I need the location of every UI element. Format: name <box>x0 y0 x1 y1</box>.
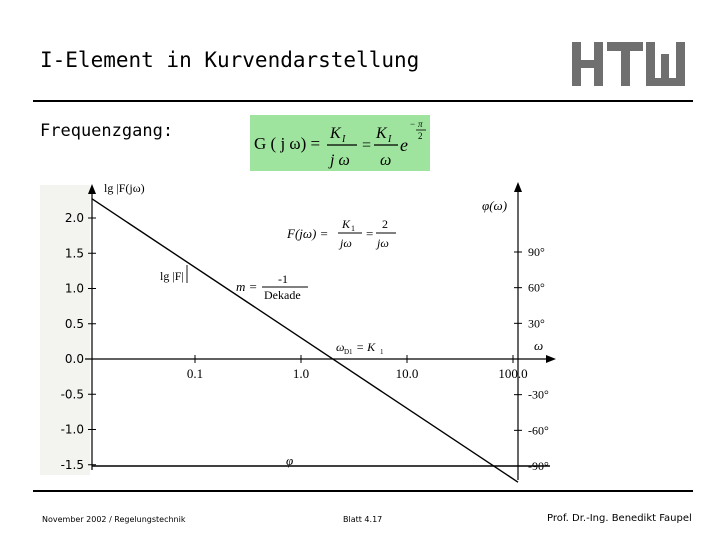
tf-eq: = <box>366 226 374 241</box>
crossover-rhs: = K <box>356 340 376 354</box>
left-tick-label: -0.5 <box>60 387 84 402</box>
left-tick-label: -1.5 <box>60 457 84 472</box>
formula-exp-num: π <box>418 119 423 129</box>
header-rule <box>33 100 693 102</box>
x-tick-label: 0.1 <box>186 366 204 381</box>
tf-den2: jω <box>377 236 389 250</box>
right-tick-label: -90° <box>528 459 549 473</box>
slope-den: Dekade <box>264 288 301 302</box>
x-tick-label: 100.0 <box>498 366 528 381</box>
slope-label: m = <box>236 279 258 294</box>
formula-den1: j ω <box>330 152 350 169</box>
tf-num2: 2 <box>382 217 388 231</box>
formula-eq: = <box>362 137 372 154</box>
tf-label: F(jω) = <box>287 226 329 241</box>
tf-num1: K <box>342 217 351 231</box>
formula-k2: K <box>376 125 387 142</box>
formula-e: e <box>400 135 408 155</box>
crossover-sub: D1 <box>344 348 353 356</box>
x-axis-arrow <box>546 355 556 363</box>
tf-den1: jω <box>340 236 352 250</box>
left-axis-label: lg |F(jω) <box>104 181 145 195</box>
crossover-label: ω <box>336 340 345 354</box>
right-tick-label: -60° <box>528 423 549 438</box>
left-tick-label: 0.5 <box>64 316 84 331</box>
left-tick-label: 1.5 <box>64 246 84 261</box>
left-tick-label: 2.0 <box>64 211 84 225</box>
htw-logo <box>570 40 692 90</box>
right-tick-label: 60° <box>528 280 545 295</box>
transfer-formula <box>250 115 430 171</box>
footer-right: Prof. Dr.-Ing. Benedikt Faupel <box>547 513 692 524</box>
formula-k2-sub: I <box>388 134 392 145</box>
magnitude-label: lg |F| <box>160 269 184 283</box>
right-axis-arrow <box>514 182 522 192</box>
slope-num: -1 <box>278 272 288 286</box>
formula-k1: K <box>330 125 341 142</box>
formula-exp-minus: − <box>410 119 416 129</box>
x-tick-label: 10.0 <box>395 366 419 381</box>
phase-label: φ <box>286 453 294 468</box>
x-tick-label: 1.0 <box>292 366 310 381</box>
footer-rule <box>33 490 693 492</box>
right-axis-label: φ(ω) <box>482 198 508 213</box>
footer-left: November 2002 / Regelungstechnik <box>42 515 186 524</box>
tf-num1-sub: 1 <box>351 224 355 233</box>
right-tick-label: 90° <box>528 245 545 259</box>
formula-exp-den: 2 <box>418 131 423 141</box>
crossover-rhs-sub: 1 <box>380 348 384 356</box>
footer-center: Blatt 4.17 <box>343 515 383 524</box>
formula-den2: ω <box>380 152 392 169</box>
left-tick-label: 0.0 <box>64 352 84 366</box>
magnitude-line <box>92 199 518 482</box>
right-tick-label: 30° <box>528 316 545 331</box>
left-tick-label: -1.0 <box>60 422 84 437</box>
left-tick-label: 1.0 <box>64 281 84 296</box>
x-axis-label: ω <box>534 338 544 353</box>
bode-chart <box>40 170 560 490</box>
right-tick-label: -30° <box>528 387 549 402</box>
formula-lhs: G ( j ω) = <box>254 134 321 153</box>
slide-title: I-Element in Kurvendarstellung <box>40 48 420 72</box>
section-label: Frequenzgang: <box>40 121 174 141</box>
formula-k1-sub: I <box>342 134 346 145</box>
